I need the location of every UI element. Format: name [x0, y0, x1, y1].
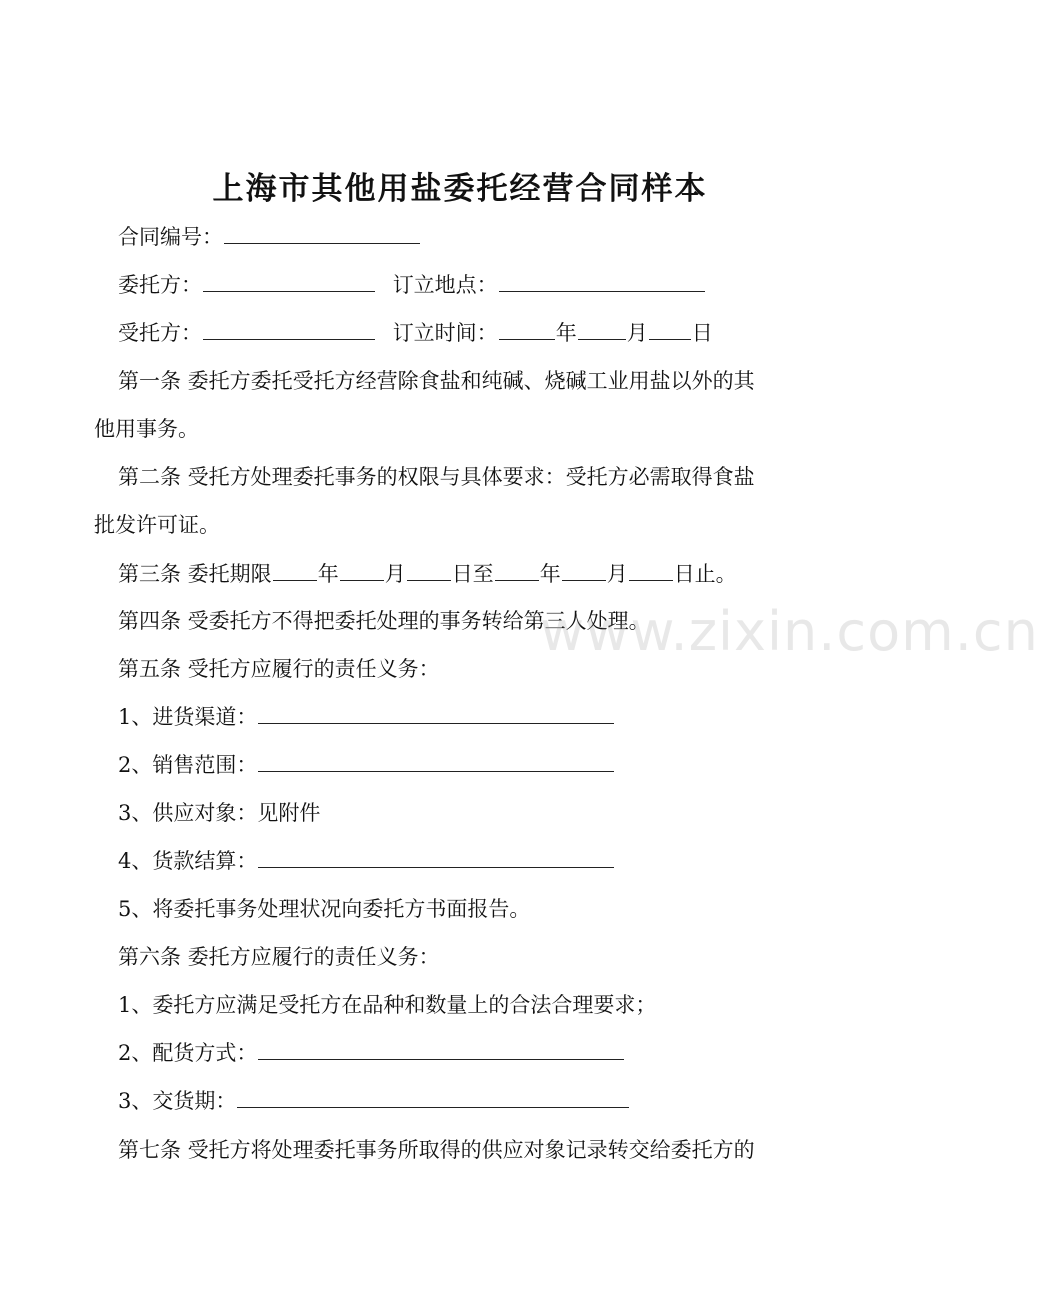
contract-number-line — [118, 223, 421, 251]
article-5-item-1 — [118, 703, 615, 731]
sign-year-label: 年 — [555, 321, 577, 345]
article-5-item-4 — [118, 847, 615, 875]
article-5-item-3: 3、供应对象：见附件 — [118, 801, 321, 825]
term-start-year-label: 年 — [317, 562, 339, 586]
sign-day-blank[interactable] — [649, 319, 691, 340]
article-5-item-2 — [118, 751, 615, 779]
article-6-item-1: 1、委托方应满足受托方在品种和数量上的合法合理要求； — [118, 993, 657, 1017]
term-start-day-blank[interactable] — [407, 560, 451, 581]
sales-range-label: 2、销售范围： — [118, 753, 258, 777]
article-3-prefix: 第三条 委托期限 — [118, 562, 272, 586]
article-6-heading: 第六条 委托方应履行的责任义务： — [118, 945, 440, 969]
term-end-month-blank[interactable] — [562, 560, 606, 581]
sign-place-blank[interactable] — [499, 271, 705, 292]
sign-year-blank[interactable] — [499, 319, 555, 340]
document-title: 上海市其他用盐委托经营合同样本 — [212, 171, 708, 207]
sales-range-blank[interactable] — [258, 751, 614, 772]
term-start-month-label: 月 — [384, 562, 406, 586]
contract-number-label: 合同编号： — [118, 225, 223, 249]
trustee-line — [118, 319, 713, 347]
article-2-line-2: 批发许可证。 — [94, 513, 220, 537]
article-6-item-2 — [118, 1039, 625, 1067]
term-end-year-label: 年 — [539, 562, 561, 586]
sign-day-label: 日 — [691, 321, 713, 345]
article-5-heading: 第五条 受托方应履行的责任义务： — [118, 657, 440, 681]
article-4-line: 第四条 受委托方不得把委托处理的事务转给第三人处理。 — [118, 609, 650, 633]
article-1-line-2: 他用事务。 — [94, 417, 199, 441]
delivery-period-blank[interactable] — [237, 1087, 629, 1108]
payment-settlement-label: 4、货款结算： — [118, 849, 258, 873]
article-1-line-1: 第一条 委托方委托受托方经营除食盐和纯碱、烧碱工业用盐以外的其 — [118, 369, 755, 393]
sign-month-label: 月 — [626, 321, 648, 345]
sign-month-blank[interactable] — [578, 319, 626, 340]
distribution-method-label: 2、配货方式： — [118, 1041, 258, 1065]
article-7-line-1: 第七条 受托方将处理委托事务所取得的供应对象记录转交给委托方的 — [118, 1138, 755, 1162]
term-end-day-label: 日止。 — [673, 562, 737, 586]
payment-settlement-blank[interactable] — [258, 847, 614, 868]
trustee-blank[interactable] — [203, 319, 375, 340]
term-end-year-blank[interactable] — [495, 560, 539, 581]
term-end-day-blank[interactable] — [629, 560, 673, 581]
contract-number-blank[interactable] — [224, 223, 420, 244]
sign-time-label: 订立时间： — [392, 321, 498, 345]
term-end-month-label: 月 — [606, 562, 628, 586]
purchase-channel-blank[interactable] — [258, 703, 614, 724]
purchase-channel-label: 1、进货渠道： — [118, 705, 258, 729]
entrustor-blank[interactable] — [203, 271, 375, 292]
distribution-method-blank[interactable] — [258, 1039, 624, 1060]
trustee-label: 受托方： — [118, 321, 202, 345]
delivery-period-label: 3、交货期： — [118, 1089, 237, 1113]
entrustor-line — [118, 271, 706, 299]
article-3-line — [118, 560, 737, 588]
sign-place-label: 订立地点： — [392, 273, 498, 297]
term-start-year-blank[interactable] — [273, 560, 317, 581]
article-5-item-5: 5、将委托事务处理状况向委托方书面报告。 — [118, 897, 531, 921]
watermark: www.zixin.com.cn — [540, 600, 1039, 663]
term-start-month-blank[interactable] — [340, 560, 384, 581]
article-2-line-1: 第二条 受托方处理委托事务的权限与具体要求：受托方必需取得食盐 — [118, 465, 755, 489]
term-start-day-label: 日至 — [451, 562, 494, 586]
entrustor-label: 委托方： — [118, 273, 202, 297]
article-6-item-3 — [118, 1087, 630, 1115]
